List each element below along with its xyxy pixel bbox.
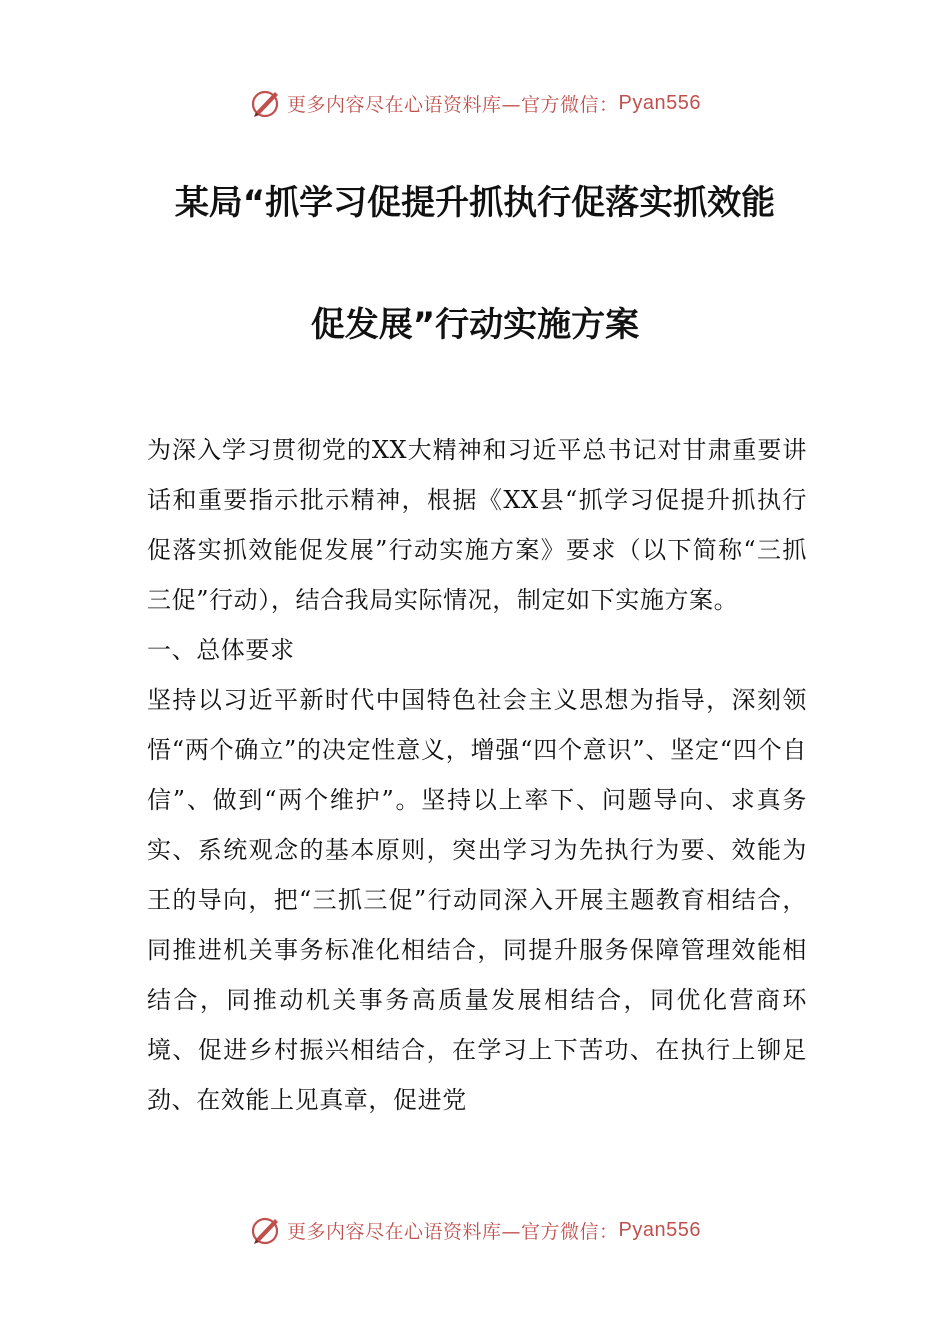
document-title-line-1: 某局“抓学习促提升抓执行促落实抓效能 (174, 183, 776, 223)
watermark-banner-bottom (0, 1210, 950, 1250)
section-paragraph: 坚持以习近平新时代中国特色社会主义思想为指导，深刻领悟“两个确立”的决定性意义，增强“四个意识”、坚定“四个自信”、做到“两个维护”。坚持以上率下、问题导向、求真务实、系统观念的基本原则，突出学习为先执行为要、效能为王的导向，把“三抓三促”行动同深入开展主题教育相结合，同推进机关事务标准化相结合，同提升服务保障管理效能相结合，同推动机关事务高质量发展相结合，同优化营商环境、促进乡村振兴相结合，在学习上下苦功、在执行上铆足劲、在效能上见真章，促进党 (147, 686, 807, 1114)
wechat-id: Pyan556 (618, 91, 701, 114)
pen-logo-icon (249, 1213, 283, 1247)
banner-text: 更多内容尽在心语资料库—官方微信： (287, 1220, 619, 1243)
section-heading: 一、总体要求 (147, 636, 295, 664)
intro-paragraph: 为深入学习贯彻党的XX大精神和习近平总书记对甘肃重要讲话和重要指示批示精神，根据《XX县“抓学习促提升抓执行促落实抓效能促发展”行动实施方案》要求（以下简称“三抓三促”行动），结合我局实际情况，制定如下实施方案。 (147, 436, 807, 614)
watermark-banner-top (0, 83, 950, 123)
document-body (147, 425, 807, 1125)
banner-text: 更多内容尽在心语资料库—官方微信： (287, 93, 619, 116)
document-title-line-2: 促发展”行动实施方案 (310, 305, 640, 345)
pen-logo-icon (249, 86, 283, 120)
wechat-id: Pyan556 (618, 1218, 701, 1241)
